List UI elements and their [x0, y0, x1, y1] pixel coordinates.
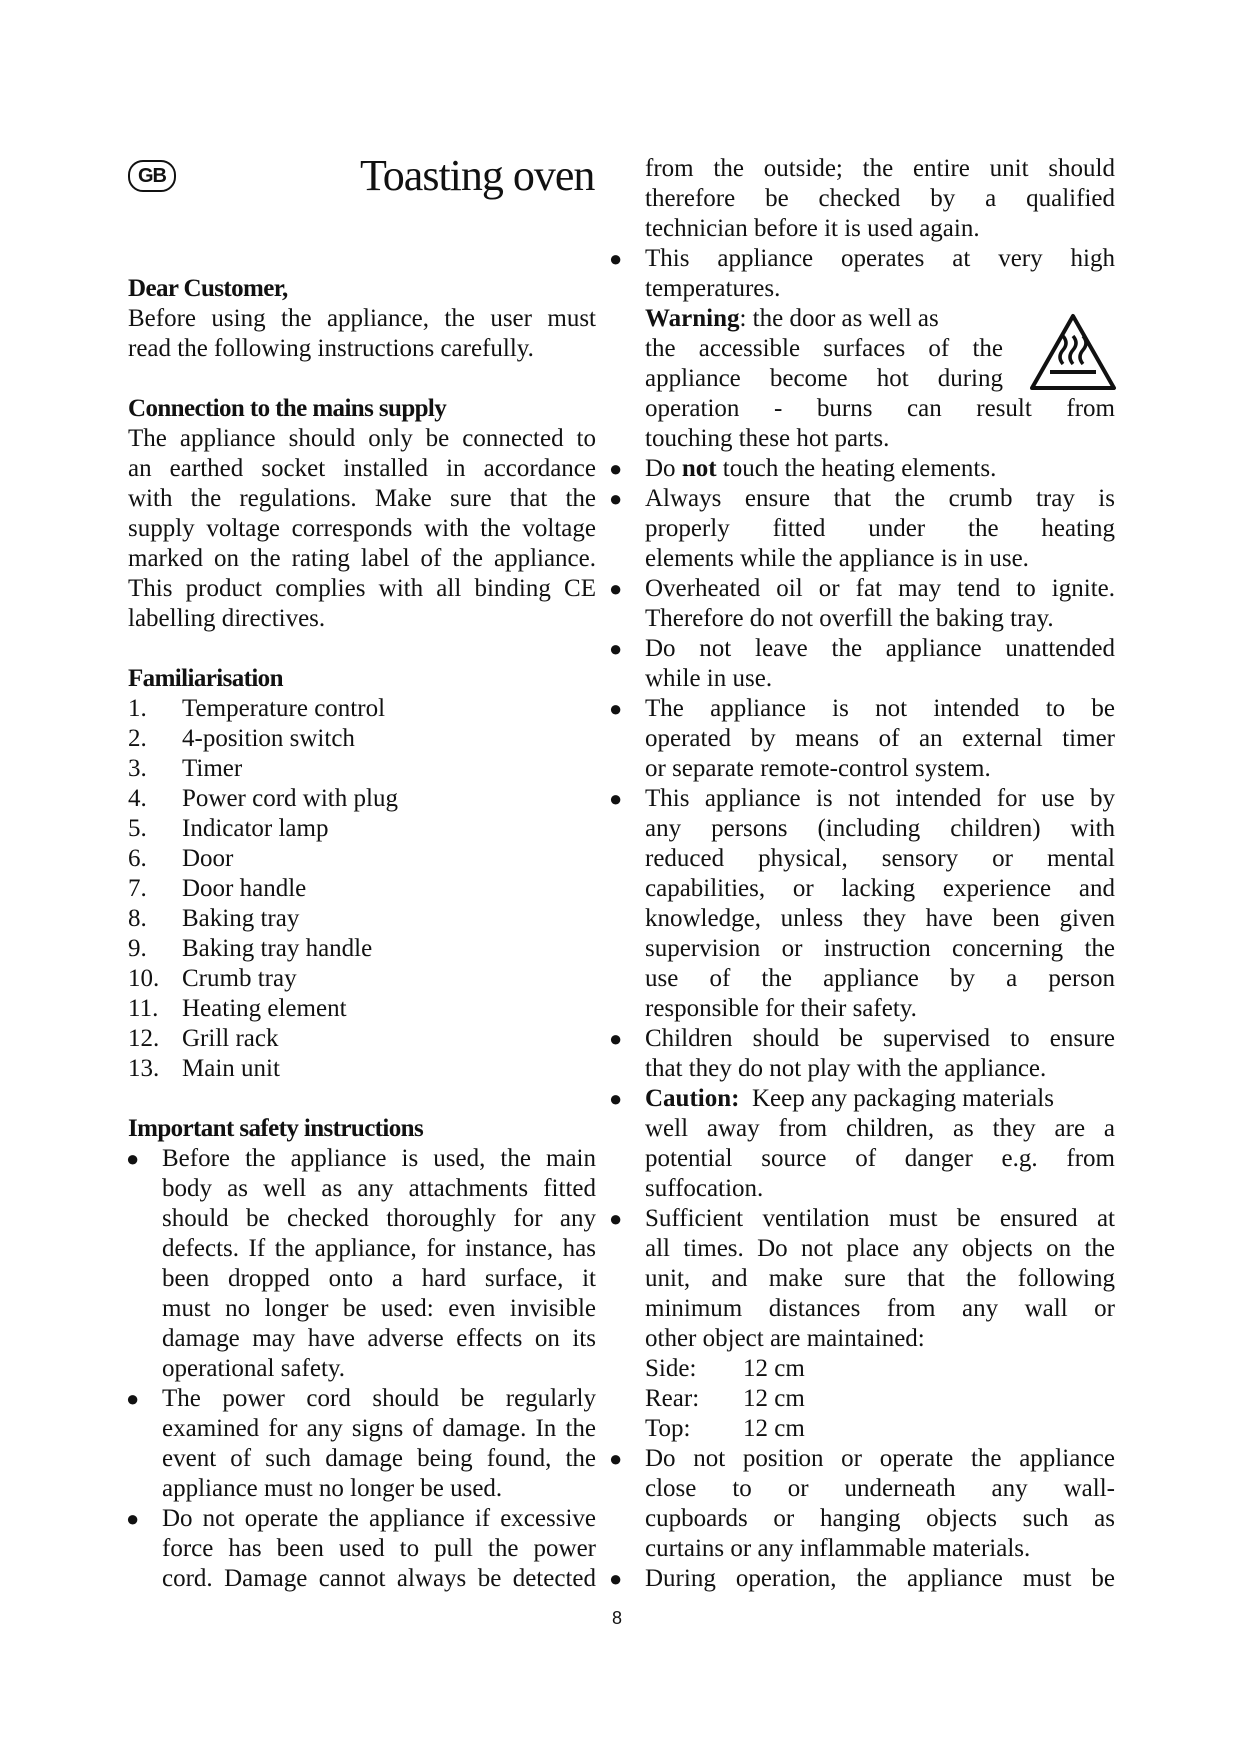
warning-label: Warning [645, 305, 740, 332]
text-line: cord. Damage cannot always be detected [162, 1565, 596, 1592]
text-line: that they do not play with the appliance. [645, 1055, 1047, 1082]
text-line: knowledge, unless they have been given [645, 905, 1115, 932]
bullet-item: ● During operation, the appliance must be [645, 1564, 1115, 1594]
distance-side: Side: [645, 1355, 697, 1382]
part-number: 8. [128, 905, 147, 932]
text-line: force has been used to pull the power [162, 1535, 596, 1562]
text-line: defects. If the appliance, for instance, has [162, 1235, 596, 1262]
bold-not: not [681, 455, 717, 482]
text-line: or separate remote-control system. [645, 755, 991, 782]
part-number: 3. [128, 755, 147, 782]
text-line: must no longer be used: even invisible [162, 1295, 596, 1322]
part-label: Grill rack [182, 1025, 279, 1052]
caution-label: Caution: [645, 1085, 740, 1112]
text-line: suffocation. [645, 1175, 764, 1202]
part-number: 2. [128, 725, 147, 752]
text-line: any persons (including children) with [645, 815, 1115, 842]
connection-line: marked on the rating label of the appliance. [128, 545, 596, 572]
text-line: appliance must no longer be used. [162, 1475, 503, 1502]
bullet-item: ● Do not operate the appliance if excessive [162, 1504, 596, 1534]
part-number: 5. [128, 815, 147, 842]
text-line: examined for any signs of damage. In the [162, 1415, 596, 1442]
part-label: Door [182, 845, 234, 872]
connection-heading: Connection to the mains supply [128, 395, 447, 422]
text-line: while in use. [645, 665, 773, 692]
text-line: should be checked thoroughly for any [162, 1205, 596, 1232]
text-line: all times. Do not place any objects on the [645, 1235, 1115, 1262]
connection-line: labelling directives. [128, 605, 326, 632]
text-line: technician before it is used again. [645, 215, 980, 242]
bullet-item: ● Sufficient ventilation must be ensured at [645, 1204, 1115, 1234]
part-label: Crumb tray [182, 965, 297, 992]
page-title: Toasting oven [360, 151, 595, 200]
bullet-item: ● The power cord should be regularly [162, 1384, 596, 1414]
part-label: Heating element [182, 995, 347, 1022]
text-line: reduced physical, sensory or mental [645, 845, 1115, 872]
text-line: temperatures. [645, 275, 781, 302]
part-number: 12. [128, 1025, 160, 1052]
part-label: Power cord with plug [182, 785, 398, 812]
text-line: capabilities, or lacking experience and [645, 875, 1115, 902]
part-label: Indicator lamp [182, 815, 329, 842]
text-line: use of the appliance by a person [645, 965, 1115, 992]
text-line: unit, and make sure that the following [645, 1265, 1115, 1292]
intro-line: Before using the appliance, the user must [128, 305, 596, 332]
text-line: therefore be checked by a qualified [645, 185, 1115, 212]
connection-line: The appliance should only be connected to [128, 425, 596, 452]
part-number: 4. [128, 785, 147, 812]
connection-line: This product complies with all binding CE [128, 575, 596, 602]
bullet-item: ● Overheated oil or fat may tend to ignite. [645, 574, 1115, 604]
part-label: Timer [182, 755, 243, 782]
bullet-item: ● Do not leave the appliance unattended [645, 634, 1115, 664]
connection-line: an earthed socket installed in accordance [128, 455, 596, 482]
text-line: event of such damage being found, the [162, 1445, 596, 1472]
hot-surface-warning-icon [1028, 312, 1118, 392]
distance-value: 12 cm [743, 1415, 805, 1442]
text-line: supervision or instruction concerning the [645, 935, 1115, 962]
part-number: 1. [128, 695, 147, 722]
part-label: Main unit [182, 1055, 280, 1082]
distance-value: 12 cm [743, 1385, 805, 1412]
warning-line: operation - burns can result from [645, 395, 1115, 422]
part-number: 6. [128, 845, 147, 872]
warning-text: : the door as well as [739, 305, 939, 332]
text-line: damage may have adverse effects on its [162, 1325, 596, 1352]
text-line: Therefore do not overfill the baking tray. [645, 605, 1054, 632]
text-line: elements while the appliance is in use. [645, 545, 1029, 572]
text-line: operational safety. [162, 1355, 346, 1382]
distance-side: Top: [645, 1415, 691, 1442]
part-label: Baking tray [182, 905, 300, 932]
warning-line: the accessible surfaces of the [645, 335, 1003, 362]
part-label: 4-position switch [182, 725, 355, 752]
safety-heading: Important safety instructions [128, 1115, 424, 1142]
bullet-item: ● Always ensure that the crumb tray is [645, 484, 1115, 514]
text-line: body as well as any attachments fitted [162, 1175, 596, 1202]
bullet-item: ● Before the appliance is used, the main [162, 1144, 596, 1174]
part-number: 7. [128, 875, 147, 902]
text-line: responsible for their safety. [645, 995, 917, 1022]
distance-value: 12 cm [743, 1355, 805, 1382]
bullet-item: ● Do not position or operate the appliance [645, 1444, 1115, 1474]
bullet-item [645, 454, 1115, 484]
part-label: Door handle [182, 875, 307, 902]
caution-text: Keep any packaging materials [739, 1085, 1054, 1112]
text-span: Do [645, 455, 682, 482]
bullet-item: ● The appliance is not intended to be [645, 694, 1115, 724]
part-number: 11. [128, 995, 159, 1022]
warning-line [645, 304, 980, 334]
familiarisation-heading: Familiarisation [128, 665, 283, 692]
connection-line: with the regulations. Make sure that the [128, 485, 596, 512]
text-line: other object are maintained: [645, 1325, 925, 1352]
text-line: from the outside; the entire unit should [645, 155, 1115, 182]
country-badge: GB [128, 160, 176, 192]
text-line: cupboards or hanging objects such as [645, 1505, 1115, 1532]
part-label: Temperature control [182, 695, 386, 722]
intro-line: read the following instructions carefully. [128, 335, 534, 362]
part-label: Baking tray handle [182, 935, 373, 962]
text-line: curtains or any inflammable materials. [645, 1535, 1031, 1562]
connection-line: supply voltage corresponds with the voltage [128, 515, 596, 542]
text-line: minimum distances from any wall or [645, 1295, 1115, 1322]
text-line: operated by means of an external timer [645, 725, 1115, 752]
text-span: touch the heating elements. [716, 455, 997, 482]
bullet-item [645, 1084, 1115, 1114]
text-line: close to or underneath any wall- [645, 1475, 1115, 1502]
bullet-item: ● This appliance is not intended for use by [645, 784, 1115, 814]
text-line: been dropped onto a hard surface, it [162, 1265, 596, 1292]
distance-side: Rear: [645, 1385, 700, 1412]
warning-line: appliance become hot during [645, 365, 1003, 392]
page-number: 8 [612, 1608, 623, 1628]
bullet-item: ● Children should be supervised to ensure [645, 1024, 1115, 1054]
text-line: well away from children, as they are a [645, 1115, 1115, 1142]
greeting: Dear Customer, [128, 275, 288, 302]
text-line: potential source of danger e.g. from [645, 1145, 1115, 1172]
part-number: 10. [128, 965, 160, 992]
warning-line: touching these hot parts. [645, 425, 890, 452]
part-number: 9. [128, 935, 147, 962]
text-line: properly fitted under the heating [645, 515, 1115, 542]
bullet-item: ● This appliance operates at very high [645, 244, 1115, 274]
part-number: 13. [128, 1055, 160, 1082]
